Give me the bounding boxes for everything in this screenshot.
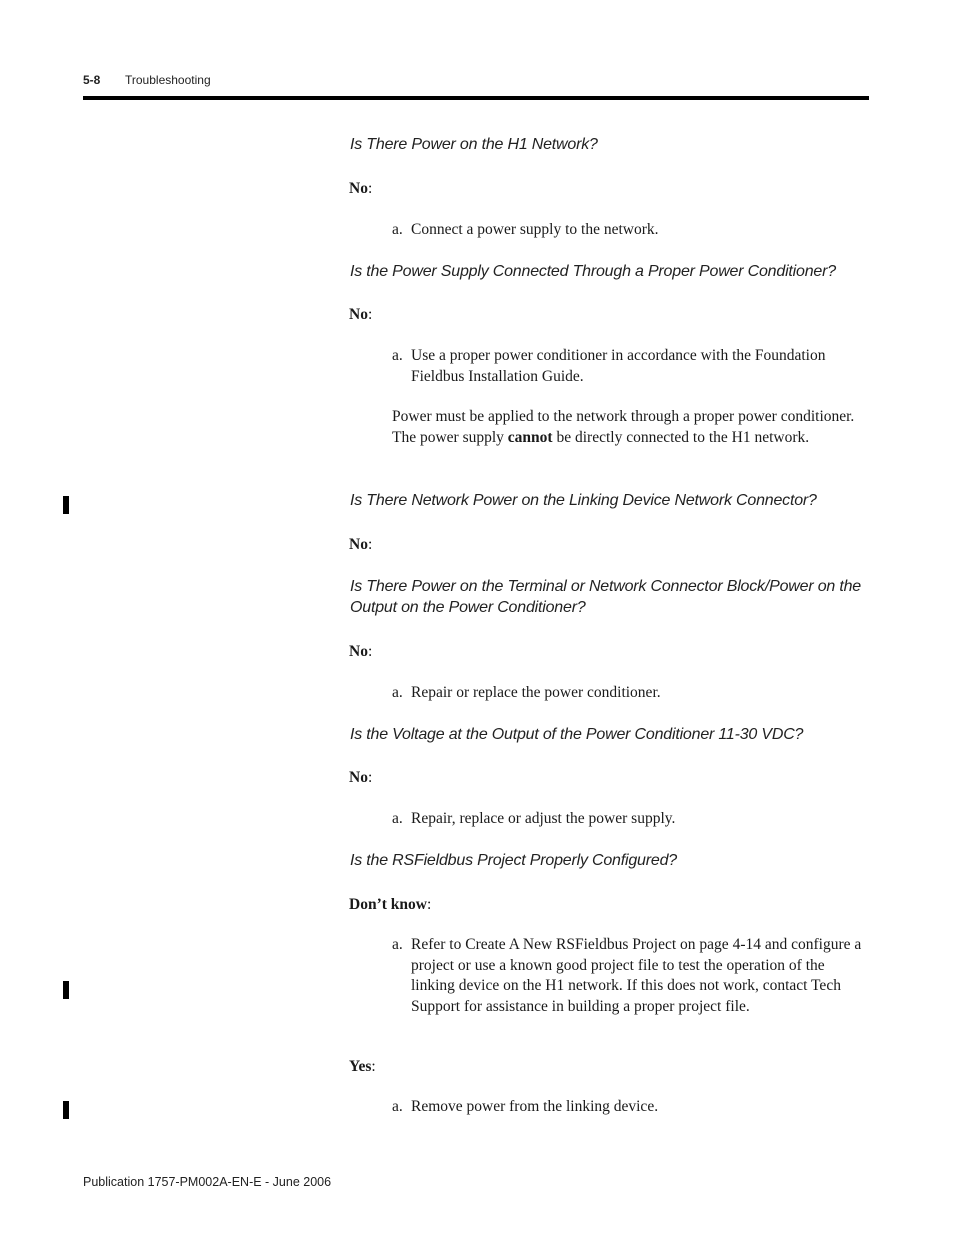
step-text: Refer to Create A New RSFieldbus Project on page 4-14 and configure a project or use a known good project file to test the operation of the linking device on the H1 network. If this does not work, contact Tech Support for assistance in building a proper project file.: [411, 936, 862, 1015]
step-text: Connect a power supply to the network.: [411, 221, 659, 238]
question-heading: Is There Power on the H1 Network?: [350, 136, 598, 153]
emphasis-text: cannot: [507, 428, 553, 446]
section-title: Troubleshooting: [125, 73, 211, 87]
question-heading: Is There Network Power on the Linking Device Network Connector?: [350, 492, 817, 509]
step-item: [392, 346, 867, 387]
step-marker: a.: [392, 1098, 403, 1115]
step-item: [392, 683, 867, 704]
step-marker: a.: [392, 347, 403, 364]
step-item: [392, 809, 867, 830]
answer-label: No:: [349, 180, 373, 197]
step-text: Repair, replace or adjust the power supply.: [411, 810, 676, 827]
step-item: [392, 220, 867, 241]
question-heading: Is There Power on the Terminal or Network Connector Block/Power on the Output on the Power Conditioner?: [350, 578, 861, 616]
change-bar: [63, 496, 69, 514]
page-number: 5-8: [83, 73, 101, 87]
answer-label: No:: [349, 769, 373, 786]
change-bar: [63, 981, 69, 999]
answer-label: No:: [349, 306, 373, 323]
answer-label: Yes:: [349, 1058, 376, 1075]
question-heading: Is the Power Supply Connected Through a Proper Power Conditioner?: [350, 263, 836, 280]
step-text: Remove power from the linking device.: [411, 1098, 659, 1115]
step-item: [392, 1097, 867, 1118]
step-text: Repair or replace the power conditioner.: [411, 684, 661, 701]
question-heading: Is the Voltage at the Output of the Power Conditioner 11-30 VDC?: [350, 726, 804, 743]
note-paragraph: Power must be applied to the network through a proper power conditioner. The power supply cannot be directly connected to the H1 network.: [392, 408, 855, 446]
step-text: Use a proper power conditioner in accordance with the Foundation Fieldbus Installation Guide.: [411, 347, 826, 385]
header-rule: [83, 96, 869, 100]
step-marker: a.: [392, 810, 403, 827]
publication-footer: Publication 1757-PM002A-EN-E - June 2006: [83, 1175, 332, 1189]
step-marker: a.: [392, 684, 403, 701]
step-item: [392, 935, 867, 1017]
step-marker: a.: [392, 221, 403, 238]
answer-label: No:: [349, 643, 373, 660]
answer-label: No:: [349, 536, 373, 553]
step-marker: a.: [392, 936, 403, 953]
answer-label: Don’t know:: [349, 896, 432, 913]
question-heading: Is the RSFieldbus Project Properly Configured?: [350, 852, 677, 869]
change-bar: [63, 1101, 69, 1119]
